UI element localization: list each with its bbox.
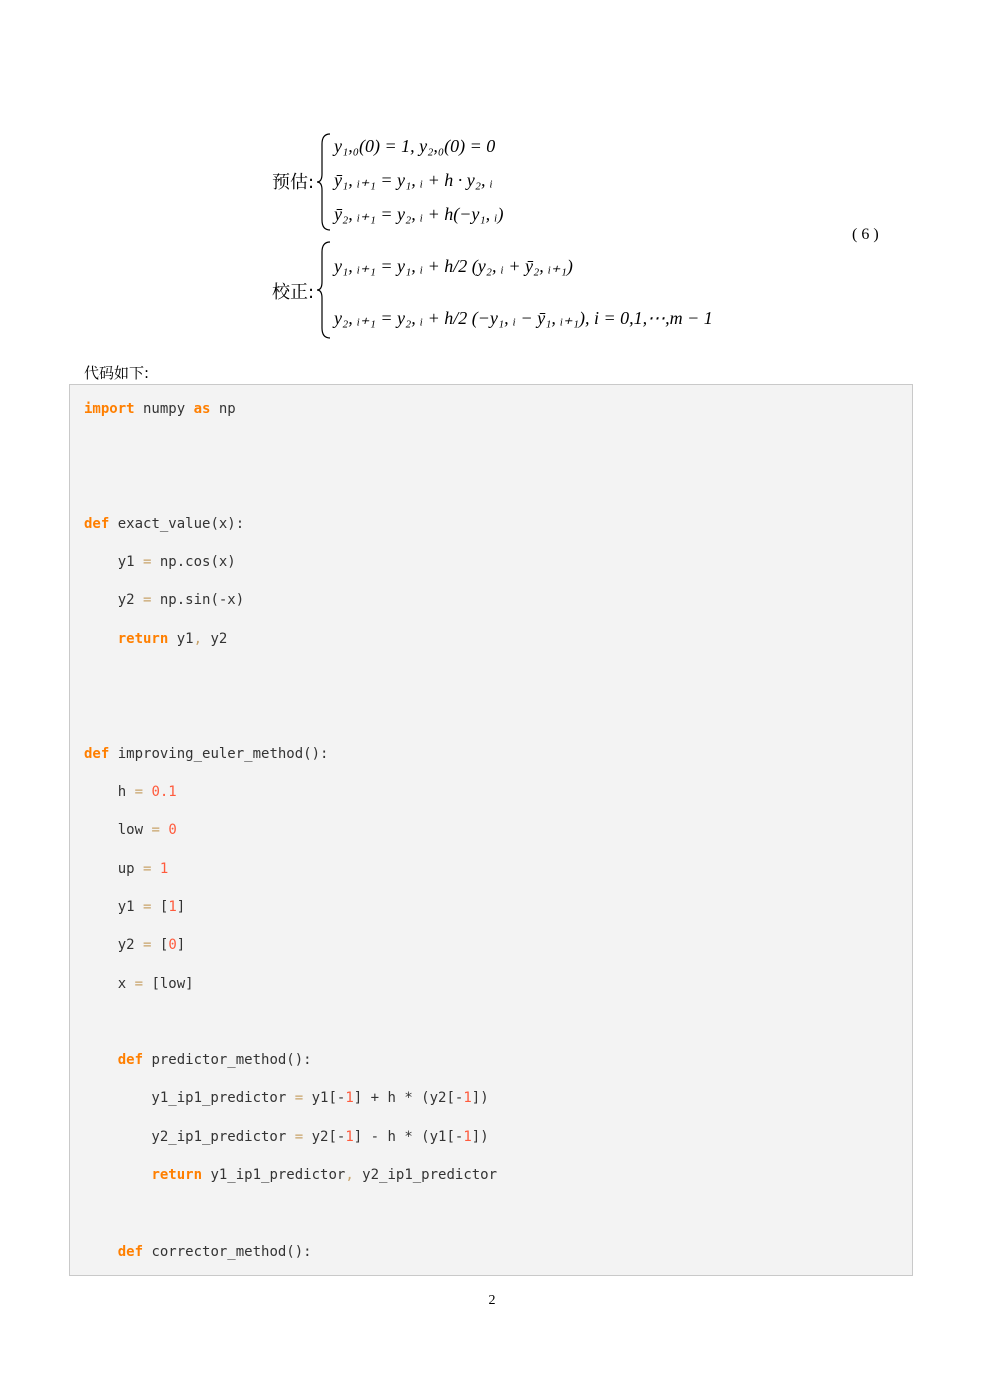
predict-line-2: ȳ₁, ᵢ₊₁ = y₁, ᵢ + h · y₂, ᵢ [334, 170, 493, 190]
predict-line-1: y₁,₀(0) = 1, y₂,₀(0) = 0 [334, 136, 496, 156]
code-line: y2_ip1_predictor = y2[-1] - h * (y1[-1]) [84, 1129, 489, 1145]
code-line: return y1_ip1_predictor, y2_ip1_predictor [151, 1167, 498, 1183]
code-block [69, 384, 913, 1276]
code-line: low = 0 [84, 822, 177, 838]
code-line: y1 = [1] [84, 899, 186, 915]
code-line: return y1, y2 [117, 631, 228, 647]
code-line: def predictor_method(): [117, 1052, 312, 1068]
correct-line-1: y₁, ᵢ₊₁ = y₁, ᵢ + h/2 (y₂, ᵢ + ȳ₂, ᵢ₊₁) [334, 256, 573, 276]
code-line: y1 = np.cos(x) [84, 554, 236, 570]
code-line: h = 0.1 [84, 784, 177, 800]
code-line: import numpy as np [84, 401, 236, 417]
code-line: def exact_value(x): [84, 516, 245, 532]
predict-line-3: ȳ₂, ᵢ₊₁ = y₂, ᵢ + h(−y₁, ᵢ) [334, 204, 504, 224]
predict-brace-icon [316, 132, 332, 232]
code-line: def improving_euler_method(): [84, 746, 329, 762]
correct-brace-icon [316, 240, 332, 340]
code-line: x = [low] [84, 976, 194, 992]
correct-label: 校正: [272, 282, 315, 303]
code-line: up = 1 [84, 861, 169, 877]
equation-block [272, 128, 912, 343]
code-line: y2 = [0] [84, 937, 186, 953]
code-line: y2 = np.sin(-x) [84, 592, 245, 608]
predict-label: 预估: [272, 172, 315, 193]
equation-number: ( 6 ) [852, 226, 879, 243]
page-number: 2 [488, 1293, 496, 1308]
intro-text: 代码如下: [84, 364, 150, 382]
code-line: def corrector_method(): [117, 1244, 312, 1260]
code-line: y1_ip1_predictor = y1[-1] + h * (y2[-1]) [84, 1090, 489, 1106]
correct-line-2: y₂, ᵢ₊₁ = y₂, ᵢ + h/2 (−y₁, ᵢ − ȳ₁, ᵢ₊₁), i = 0,1,⋯,m − 1 [334, 308, 713, 328]
